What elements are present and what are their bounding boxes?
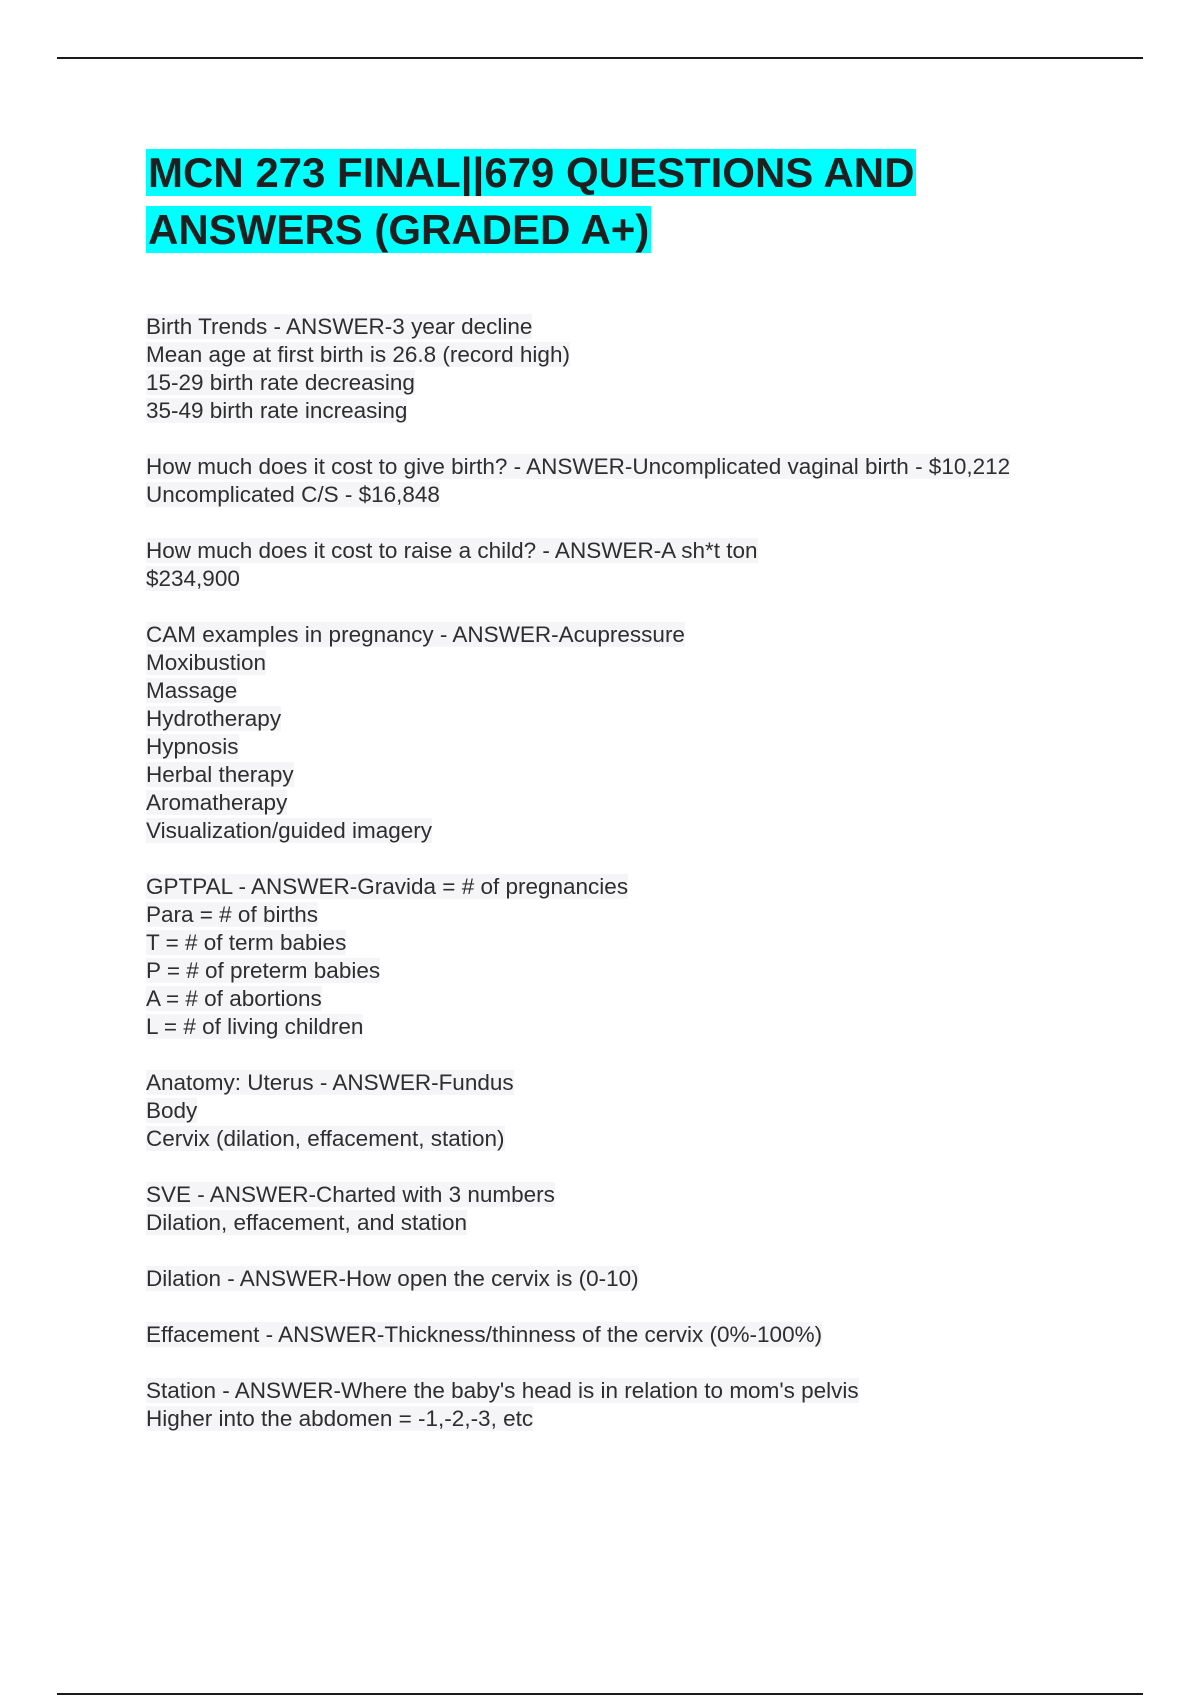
qa-line-text: Moxibustion bbox=[146, 650, 267, 675]
qa-entry bbox=[146, 1069, 1106, 1153]
qa-line-text: L = # of living children bbox=[146, 1014, 364, 1039]
qa-answer-line bbox=[146, 789, 1106, 817]
qa-answer-line bbox=[146, 1013, 1106, 1041]
qa-line-text: 35-49 birth rate increasing bbox=[146, 398, 408, 423]
qa-answer-line bbox=[146, 565, 1106, 593]
qa-line-text: Cervix (dilation, effacement, station) bbox=[146, 1126, 505, 1151]
qa-question-line bbox=[146, 621, 1106, 649]
qa-answer-line bbox=[146, 369, 1106, 397]
qa-line-text: Hydrotherapy bbox=[146, 706, 282, 731]
qa-entry bbox=[146, 1377, 1106, 1433]
qa-answer-line bbox=[146, 985, 1106, 1013]
qa-question-line bbox=[146, 1069, 1106, 1097]
qa-answer-line bbox=[146, 1125, 1106, 1153]
qa-answer-line bbox=[146, 397, 1106, 425]
qa-question-line bbox=[146, 313, 1106, 341]
qa-line-text: Effacement - ANSWER-Thickness/thinness of the cervix (0%-100%) bbox=[146, 1322, 823, 1347]
qa-line-text: Dilation - ANSWER-How open the cervix is (0-10) bbox=[146, 1266, 639, 1291]
qa-answer-line bbox=[146, 929, 1106, 957]
qa-line-text: How much does it cost to raise a child? - ANSWER-A sh*t ton bbox=[146, 538, 758, 563]
qa-answer-line bbox=[146, 1097, 1106, 1125]
qa-entry bbox=[146, 313, 1106, 425]
qa-line-text: Visualization/guided imagery bbox=[146, 818, 433, 843]
qa-entry bbox=[146, 1265, 1106, 1293]
qa-answer-line bbox=[146, 1405, 1106, 1433]
qa-entry bbox=[146, 1321, 1106, 1349]
qa-entry bbox=[146, 621, 1106, 845]
qa-answer-line bbox=[146, 957, 1106, 985]
qa-line-text: Massage bbox=[146, 678, 238, 703]
qa-line-text: Uncomplicated C/S - $16,848 bbox=[146, 482, 440, 507]
qa-question-line bbox=[146, 453, 1106, 481]
document-title bbox=[146, 144, 1066, 258]
qa-line-text: How much does it cost to give birth? - ANSWER-Uncomplicated vaginal birth - $10,212 bbox=[146, 454, 1011, 479]
qa-entry bbox=[146, 873, 1106, 1041]
qa-line-text: Higher into the abdomen = -1,-2,-3, etc bbox=[146, 1406, 534, 1431]
qa-question-line bbox=[146, 1377, 1106, 1405]
qa-line-text: Dilation, effacement, and station bbox=[146, 1210, 468, 1235]
qa-question-line bbox=[146, 1265, 1106, 1293]
qa-answer-line bbox=[146, 1209, 1106, 1237]
qa-question-line bbox=[146, 1321, 1106, 1349]
qa-answer-line bbox=[146, 705, 1106, 733]
qa-answer-line bbox=[146, 649, 1106, 677]
qa-entry bbox=[146, 537, 1106, 593]
qa-answer-line bbox=[146, 761, 1106, 789]
qa-answer-line bbox=[146, 341, 1106, 369]
qa-line-text: 15-29 birth rate decreasing bbox=[146, 370, 415, 395]
qa-question-line bbox=[146, 1181, 1106, 1209]
qa-entry bbox=[146, 453, 1106, 509]
qa-line-text: $234,900 bbox=[146, 566, 240, 591]
qa-answer-line bbox=[146, 677, 1106, 705]
qa-answer-line bbox=[146, 901, 1106, 929]
qa-line-text: Hypnosis bbox=[146, 734, 239, 759]
qa-line-text: SVE - ANSWER-Charted with 3 numbers bbox=[146, 1182, 555, 1207]
qa-line-text: Para = # of births bbox=[146, 902, 318, 927]
qa-answer-line bbox=[146, 733, 1106, 761]
qa-question-line bbox=[146, 873, 1106, 901]
qa-line-text: P = # of preterm babies bbox=[146, 958, 381, 983]
qa-line-text: Birth Trends - ANSWER-3 year decline bbox=[146, 314, 533, 339]
qa-question-line bbox=[146, 537, 1106, 565]
qa-line-text: Anatomy: Uterus - ANSWER-Fundus bbox=[146, 1070, 514, 1095]
qa-line-text: T = # of term babies bbox=[146, 930, 347, 955]
bottom-divider bbox=[57, 1693, 1143, 1695]
qa-line-text: Herbal therapy bbox=[146, 762, 294, 787]
qa-list bbox=[146, 313, 1106, 1461]
qa-line-text: Mean age at first birth is 26.8 (record high) bbox=[146, 342, 570, 367]
qa-answer-line bbox=[146, 481, 1106, 509]
qa-line-text: GPTPAL - ANSWER-Gravida = # of pregnancies bbox=[146, 874, 629, 899]
document-title-text: MCN 273 FINAL||679 QUESTIONS AND ANSWERS (GRADED A+) bbox=[148, 149, 915, 253]
qa-line-text: A = # of abortions bbox=[146, 986, 322, 1011]
qa-line-text: Station - ANSWER-Where the baby's head is in relation to mom's pelvis bbox=[146, 1378, 859, 1403]
qa-entry bbox=[146, 1181, 1106, 1237]
top-divider bbox=[57, 57, 1143, 59]
qa-line-text: Aromatherapy bbox=[146, 790, 288, 815]
qa-line-text: CAM examples in pregnancy - ANSWER-Acupressure bbox=[146, 622, 685, 647]
qa-line-text: Body bbox=[146, 1098, 198, 1123]
qa-answer-line bbox=[146, 817, 1106, 845]
